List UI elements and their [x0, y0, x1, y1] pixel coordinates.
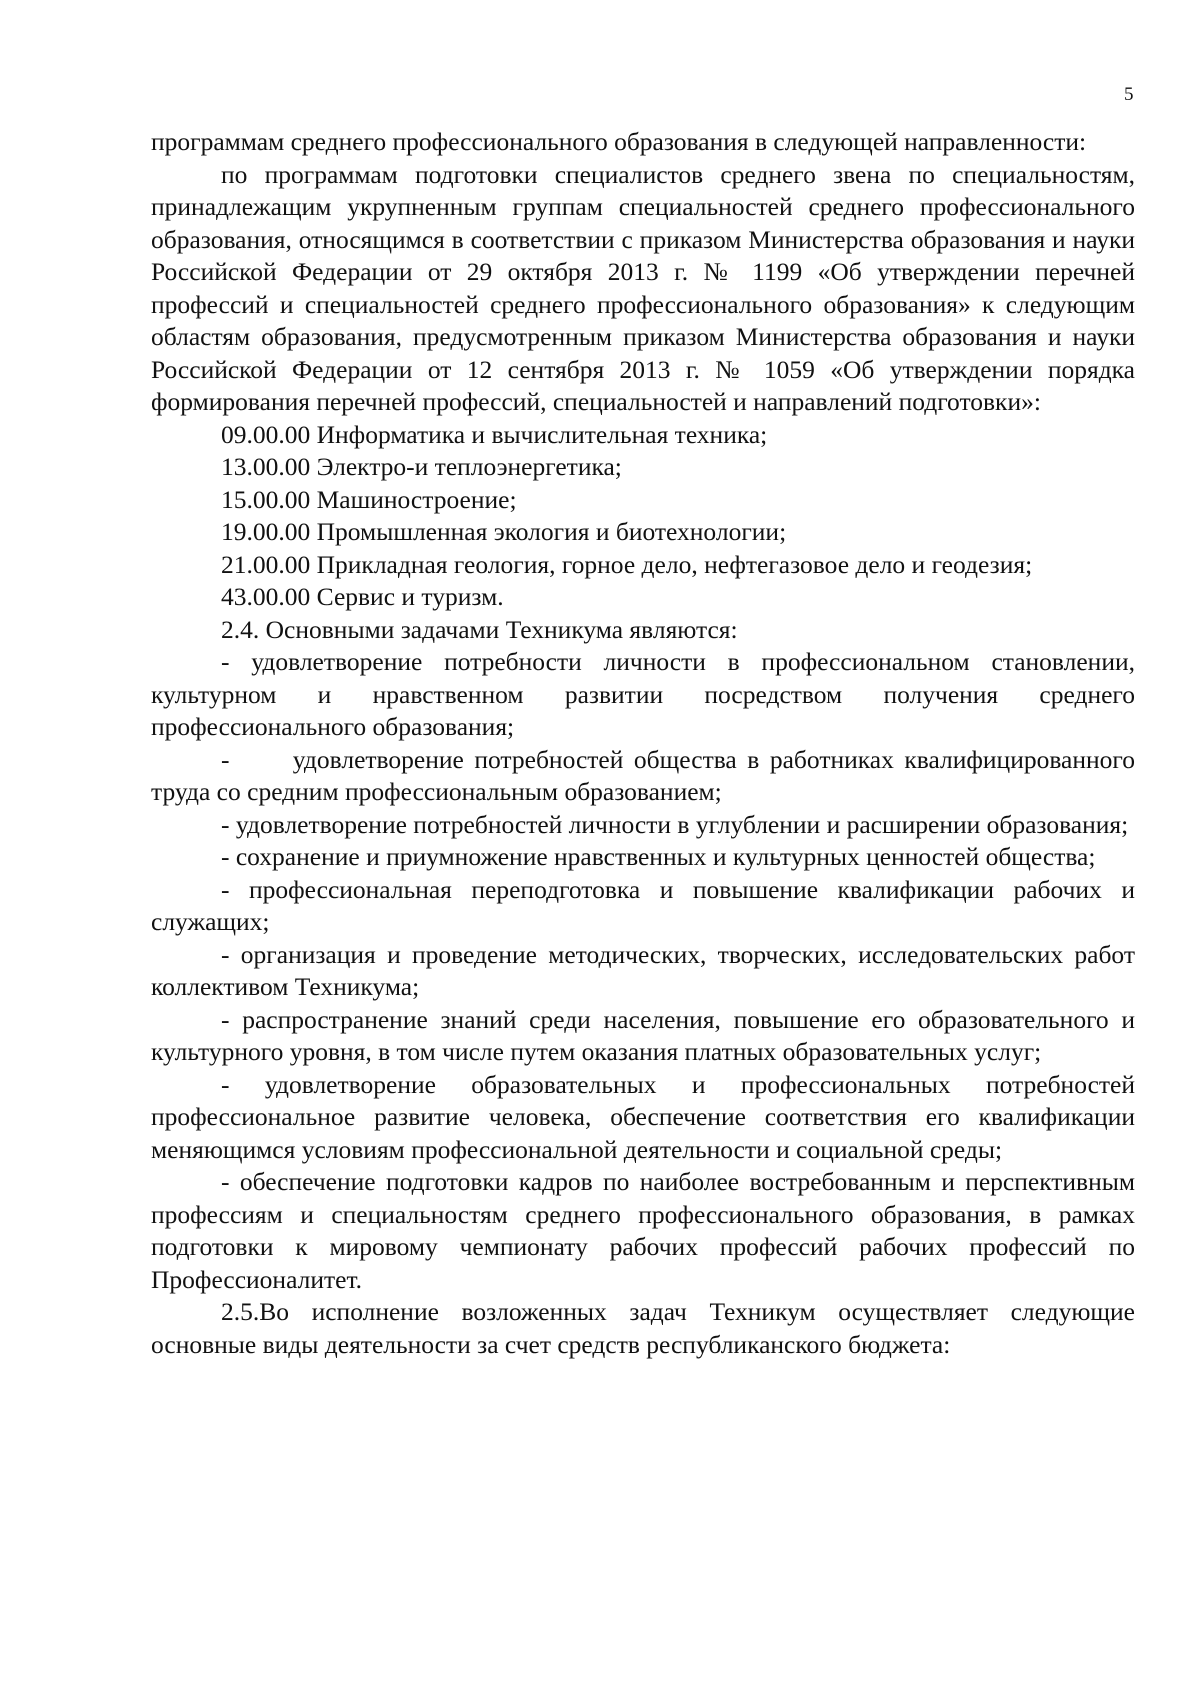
task-item: - сохранение и приумножение нравственных и культурных ценностей общества;	[221, 842, 1096, 871]
task-item: - удовлетворение потребностей общества в работниках квалифицированного труда со средним профессиональным образованием;	[151, 744, 1142, 806]
section-2-5-paragraph: 2.5.Во исполнение возложенных задач Техникум осуществляет следующие основные виды деятельности за счет средств республиканского бюджета:	[151, 1297, 1135, 1359]
specialty-item: 43.00.00 Сервис и туризм.	[221, 582, 504, 611]
page-number: 5	[1124, 84, 1134, 105]
specialty-item: 21.00.00 Прикладная геология, горное дело, нефтегазовое дело и геодезия;	[221, 549, 1033, 579]
specialty-item: 13.00.00 Электро-и теплоэнергетика;	[221, 452, 622, 481]
specialty-item: 19.00.00 Промышленная экология и биотехнологии;	[221, 517, 787, 546]
task-item: - профессиональная переподготовка и повышение квалификации рабочих и служащих;	[151, 874, 1135, 936]
task-item: - организация и проведение методических, творческих, исследовательских работ коллективом Техникума;	[151, 939, 1135, 1001]
specialty-item: 09.00.00 Информатика и вычислительная техника;	[221, 419, 768, 449]
programs-paragraph: по программам подготовки специалистов среднего звена по специальностям, принадлежащим укрупненным группам специальностей среднего профессионального образования, относящимся в соответствии с приказом Министерства образования и науки Российской Федерации от 29 октября 2013 г. № 1199 «Об утверждении перечней профессий и специальностей среднего профессионального образования» к следующим областям образования, предусмотренным приказом Министерства образования и науки Российской Федерации от 12 сентября 2013 г. № 1059 «Об утверждении порядка формирования перечней профессий, специальностей и направлений подготовки»:	[151, 159, 1135, 416]
specialty-item: 15.00.00 Машиностроение;	[221, 484, 517, 514]
task-item: - распространение знаний среди населения, повышение его образовательного и культурного уровня, в том числе путем оказания платных образовательных услуг;	[151, 1004, 1135, 1066]
section-2-4-heading: 2.4. Основными задачами Техникума являются:	[221, 614, 738, 644]
document-body	[151, 126, 1142, 1361]
task-item: - удовлетворение потребности личности в профессиональном становлении, культурном и нравственном развитии посредством получения среднего профессионального образования;	[151, 647, 1135, 741]
intro-paragraph: программам среднего профессионального образования в следующей направленности:	[151, 127, 1087, 156]
task-item: - удовлетворение образовательных и профессиональных потребностей профессиональное развитие человека, обеспечение соответствия его квалификации меняющимся условиям профессиональной деятельности и социальной среды;	[151, 1069, 1135, 1164]
task-item: - обеспечение подготовки кадров по наиболее востребованным и перспективным профессиям и специальностям среднего профессионального образования, в рамках подготовки к мировому чемпионату рабочих профессий рабочих профессий по Профессионалитет.	[151, 1167, 1135, 1294]
task-item: - удовлетворение потребностей личности в углублении и расширении образования;	[221, 809, 1129, 839]
